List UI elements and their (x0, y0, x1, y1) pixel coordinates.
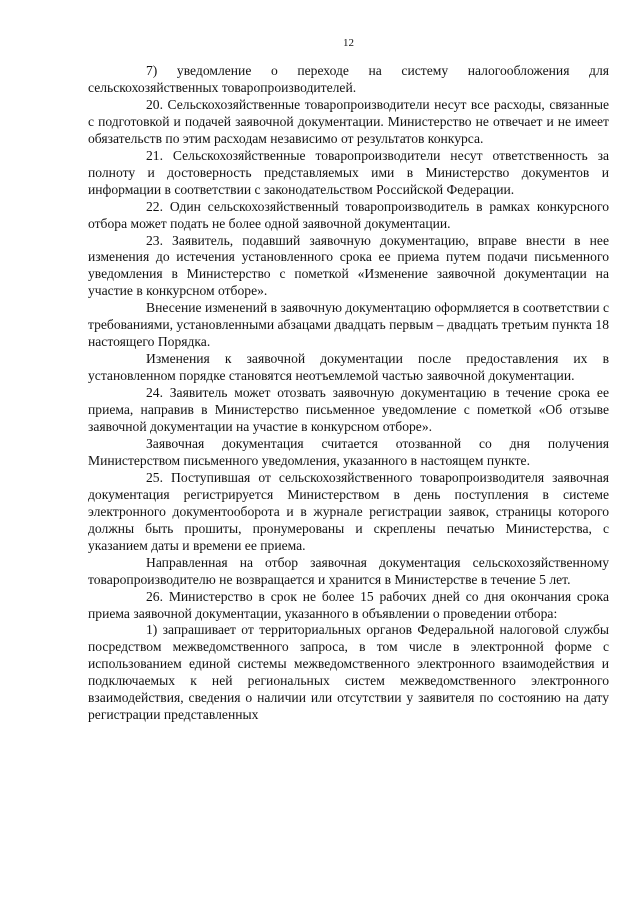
paragraph-23-changes-part: Изменения к заявочной документации после предоставления их в установленном порядке становятся неотъемлемой частью заявочной документации. (88, 351, 609, 384)
paragraph-23-changes: 23. Заявитель, подавший заявочную документацию, вправе внести в нее изменения до истечения установленного срока ее приема путем подачи письменного уведомления в Министерство с пометкой «Изменение заявочной документации на участие в конкурсном отборе». (88, 232, 609, 299)
paragraph-26-item-1-request: 1) запрашивает от территориальных органов Федеральной налоговой службы посредством межведомственного запроса, в том числе в электронной форме с использованием единой системы межведомственного электронного взаимодействия и подключаемых к ней региональных систем межведомственного электронного взаимодействия, сведения о наличии или отсутствии у заявителя по состоянию на дату регистрации представленных (88, 622, 609, 723)
paragraph-21-responsibility: 21. Сельскохозяйственные товаропроизводители несут ответственность за полноту и достоверность представляемых ими в Министерство документов и информации в соответствии с законодательством Российской Федерации. (88, 147, 609, 197)
paragraph-25-registration: 25. Поступившая от сельскохозяйственного товаропроизводителя заявочная документация регистрируется Министерством в день поступления в системе электронного документооборота и в журнале регистрации заявок, страницы которого должны быть прошиты, пронумерованы и скреплены печатью Министерства, с указанием даты и времени ее приема. (88, 469, 609, 553)
paragraph-24-withdrawn-date: Заявочная документация считается отозванной со дня получения Министерством письменного уведомления, указанного в настоящем пункте. (88, 435, 609, 468)
paragraph-23-changes-form: Внесение изменений в заявочную документацию оформляется в соответствии с требованиями, установленными абзацами двадцать первым – двадцать третьим пункта 18 настоящего Порядка. (88, 300, 609, 350)
document-body (88, 63, 609, 724)
paragraph-20-expenses: 20. Сельскохозяйственные товаропроизводители несут все расходы, связанные с подготовкой и подачей заявочной документации. Министерство не отвечает и не имеет обязательств по этим расходам независимо от результатов конкурса. (88, 96, 609, 146)
paragraph-22-single-application: 22. Один сельскохозяйственный товаропроизводитель в рамках конкурсного отбора может подать не более одной заявочной документации. (88, 198, 609, 231)
paragraph-24-withdrawal: 24. Заявитель может отозвать заявочную документацию в течение срока ее приема, направив в Министерство письменное уведомление с пометкой «Об отзыве заявочной документации на участие в конкурсном отборе». (88, 385, 609, 435)
paragraph-25-storage: Направленная на отбор заявочная документация сельскохозяйственному товаропроизводителю не возвращается и хранится в Министерстве в течение 5 лет. (88, 554, 609, 587)
page-number: 12 (343, 37, 354, 49)
paragraph-26-ministry-term: 26. Министерство в срок не более 15 рабочих дней со дня окончания срока приема заявочной документации, указанного в объявлении о проведении отбора: (88, 588, 609, 621)
paragraph-item-7-notification: 7) уведомление о переходе на систему налогообложения для сельскохозяйственных товаропроизводителей. (88, 63, 609, 95)
